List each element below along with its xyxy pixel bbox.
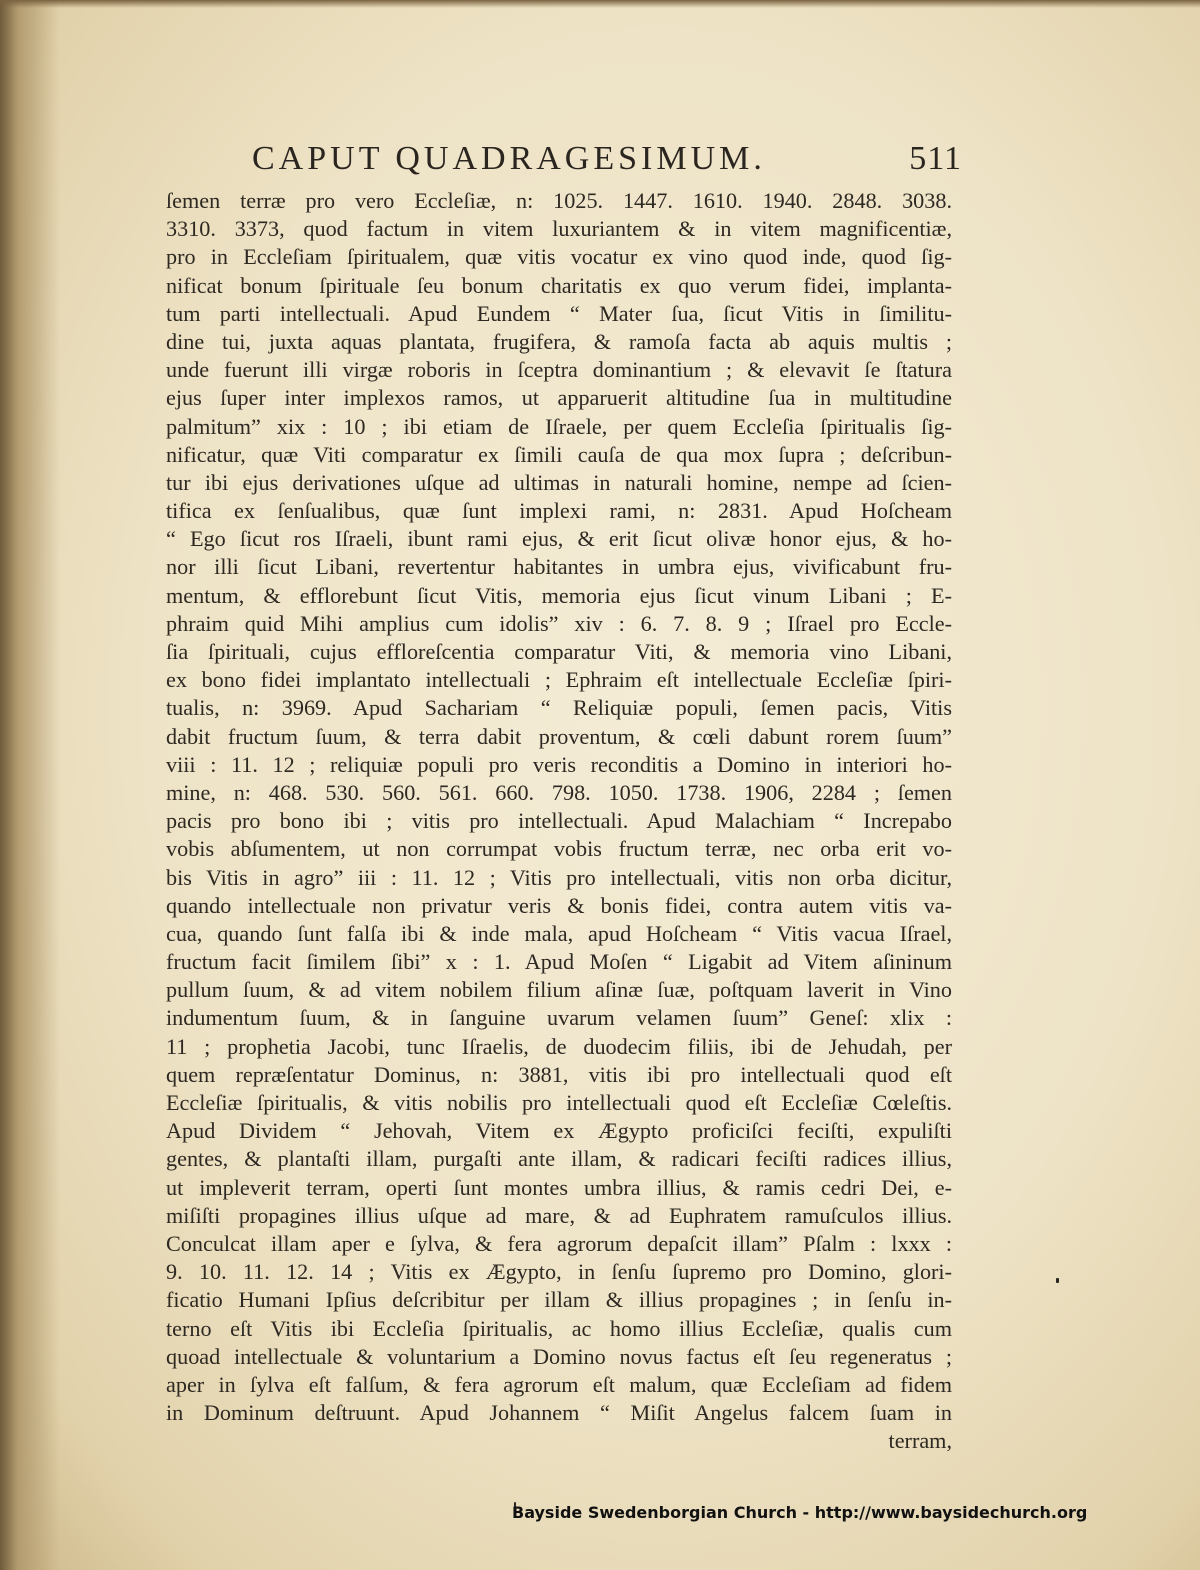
text-line: miſiſti propagines illius uſque ad mare, & ad Euphratem ramuſculos illius.	[166, 1202, 952, 1228]
text-line: ut impleverit terram, operti ſunt montes umbra illius, & ramis cedri Dei, e-	[166, 1174, 952, 1200]
page-number: 511	[909, 140, 962, 177]
text-line: cua, quando ſunt falſa ibi & inde mala, apud Hoſcheam “ Vitis vacua Iſrael,	[166, 920, 952, 946]
text-line: mine, n: 468. 530. 560. 561. 660. 798. 1050. 1738. 1906, 2284 ; ſemen	[166, 779, 952, 805]
text-line: “ Ego ſicut ros Iſraeli, ibunt rami ejus, & erit ſicut olivæ honor ejus, & ho-	[166, 526, 952, 552]
text-line: terno eſt Vitis ibi Eccleſia ſpiritualis, ac homo illius Eccleſiæ, qualis cum	[166, 1315, 952, 1341]
text-line: quando intellectuale non privatur veris & bonis fidei, contra autem vitis va-	[166, 892, 952, 918]
body-text	[166, 187, 952, 1455]
text-line: pro in Eccleſiam ſpiritualem, quæ vitis vocatur ex vino quod inde, quod ſig-	[166, 244, 952, 270]
text-line: pacis pro bono ibi ; vitis pro intellectuali. Apud Malachiam “ Increpabo	[166, 808, 952, 834]
text-line: bis Vitis in agro” iii : 11. 12 ; Vitis pro intellectuali, vitis non orba dicitur,	[166, 864, 952, 890]
text-line: tualis, n: 3969. Apud Sachariam “ Reliquiæ populi, ſemen pacis, Vitis	[166, 695, 952, 721]
text-line: in Dominum deſtruunt. Apud Johannem “ Miſit Angelus falcem ſuam in	[166, 1400, 952, 1426]
watermark-credit: Bayside Swedenborgian Church - http://www.baysidechurch.org	[512, 1503, 1088, 1522]
text-line: Eccleſiæ ſpiritualis, & vitis nobilis pro intellectuali quod eſt Eccleſiæ Cœleſtis.	[166, 1090, 952, 1115]
text-line: viii : 11. 12 ; reliquiæ populi pro veris reconditis a Domino in interiori ho-	[166, 751, 952, 777]
chapter-title: CAPUT QUADRAGESIMUM.	[252, 140, 766, 177]
text-line: mentum, & efflorebunt ſicut Vitis, memoria ejus ſicut vinum Libani ; E-	[166, 582, 952, 608]
text-line: ficatio Humani Ipſius deſcribitur per illam & illius propagines ; in ſenſu in-	[166, 1287, 952, 1313]
text-line: Conculcat illam aper e ſylva, & fera agrorum depaſcit illam” Pſalm : lxxx :	[166, 1230, 952, 1256]
page-header	[252, 140, 962, 184]
text-line: palmitum” xix : 10 ; ibi etiam de Iſraele, per quem Eccleſia ſpiritualis ſig-	[166, 413, 952, 439]
text-line: nificatur, quæ Viti comparatur ex ſimili cauſa de qua mox ſupra ; deſcribun-	[166, 441, 952, 467]
text-line: fructum facit ſimilem ſibi” x : 1. Apud Moſen “ Ligabit ad Vitem aſininum	[166, 949, 952, 975]
text-line: quoad intellectuale & voluntarium a Domino novus factus eſt ſeu regeneratus ;	[166, 1343, 952, 1369]
text-line: vobis abſumentem, ut non corrumpat vobis fructum terræ, nec orba erit vo-	[166, 836, 952, 862]
text-line: 9. 10. 11. 12. 14 ; Vitis ex Ægypto, in ſenſu ſupremo pro Domino, glori-	[166, 1259, 952, 1285]
text-line: 11 ; prophetia Jacobi, tunc Iſraelis, de duodecim filiis, ibi de Jehudah, per	[166, 1033, 952, 1059]
text-line: nificat bonum ſpirituale ſeu bonum charitatis ex quo verum fidei, implanta-	[166, 272, 952, 298]
catchword: terram,	[888, 1428, 952, 1454]
text-line: Apud Dividem “ Jehovah, Vitem ex Ægypto proficiſci feciſti, expuliſti	[166, 1118, 952, 1144]
text-line: ſemen terræ pro vero Eccleſiæ, n: 1025. 1447. 1610. 1940. 2848. 3038.	[166, 188, 952, 213]
text-line: tur ibi ejus derivationes uſque ad ultimas in naturali homine, nempe ad ſcien-	[166, 469, 952, 495]
text-line: phraim quid Mihi amplius cum idolis” xiv : 6. 7. 8. 9 ; Iſrael pro Eccle-	[166, 610, 952, 636]
text-line: tum parti intellectuali. Apud Eundem “ Mater ſua, ſicut Vitis in ſimilitu-	[166, 300, 952, 326]
text-line: dine tui, juxta aquas plantata, frugifera, & ramoſa facta ab aquis multis ;	[166, 328, 952, 354]
speck-mark	[1056, 1278, 1059, 1283]
text-line: unde fuerunt illi virgæ roboris in ſceptra dominantium ; & elevavit ſe ſtatura	[166, 357, 952, 383]
text-line: quem repræſentatur Dominus, n: 3881, vitis ibi pro intellectuali quod eſt	[166, 1061, 952, 1087]
text-line: indumentum ſuum, & in ſanguine uvarum velamen ſuum” Geneſ: xlix :	[166, 1005, 952, 1031]
text-line: nor illi ſicut Libani, revertentur habitantes in umbra ejus, vivificabunt fru-	[166, 554, 952, 580]
text-line: ſia ſpirituali, cujus effloreſcentia comparatur Viti, & memoria vino Libani,	[166, 639, 952, 664]
text-line: dabit fructum ſuum, & terra dabit proventum, & cœli dabunt rorem ſuum”	[166, 723, 952, 749]
text-line: aper in ſylva eſt falſum, & fera agrorum eſt malum, quæ Eccleſiam ad fidem	[166, 1371, 952, 1397]
text-line: 3310. 3373, quod factum in vitem luxuriantem & in vitem magnificentiæ,	[166, 216, 952, 242]
text-line: ex bono fidei implantato intellectuali ; Ephraim eſt intellectuale Eccleſiæ ſpiri-	[166, 667, 952, 693]
text-line: pullum ſuum, & ad vitem nobilem filium aſinæ ſuæ, poſtquam laverit in Vino	[166, 977, 952, 1003]
text-line: ejus ſuper inter implexos ramos, ut apparuerit altitudine ſua in multitudine	[166, 385, 952, 411]
text-line: gentes, & plantaſti illam, purgaſti ante illam, & radicari feciſti radices illius,	[166, 1146, 952, 1172]
text-line: tifica ex ſenſualibus, quæ ſunt implexi rami, n: 2831. Apud Hoſcheam	[166, 498, 952, 524]
